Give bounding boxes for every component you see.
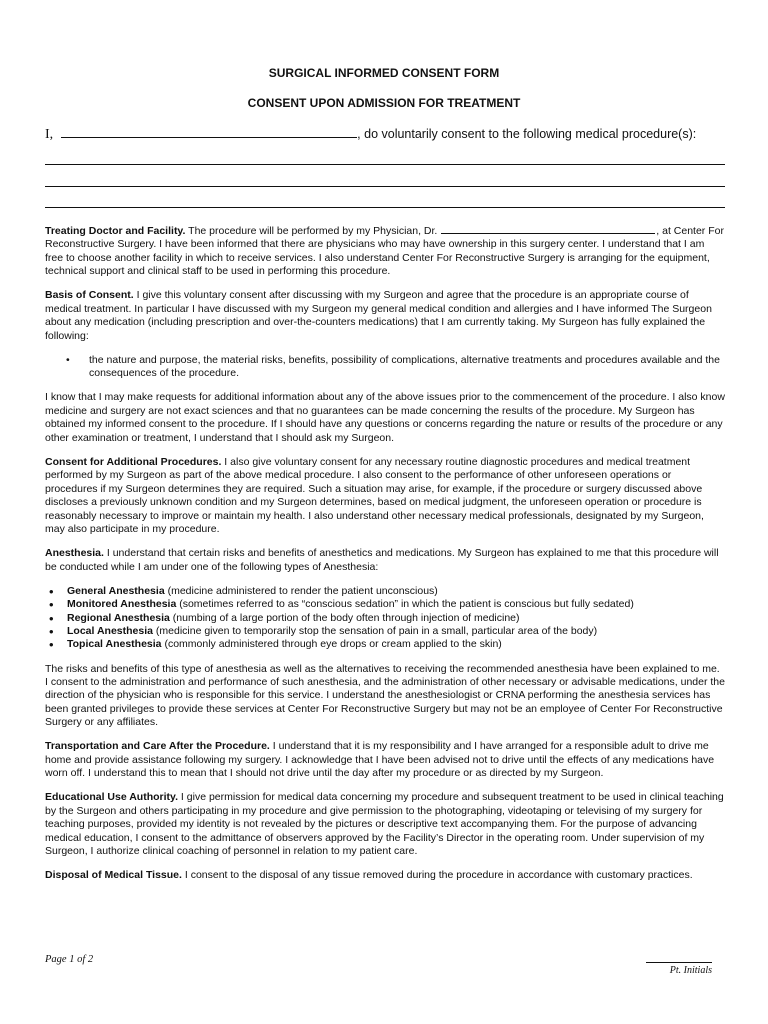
procedure-line-3[interactable] <box>45 207 725 208</box>
treating-text-after: , at Center For Reconstructive Surgery. I have been informed that there are physicians who may have ownership in this surgery center. I understand that I am free to choose another facility in which to receive services. I also understand Center For Reconstructive Surgery is arranging for the equipment, technical support and clinical staff to be used in performing this procedure. <box>45 225 724 278</box>
section-requests: I know that I may make requests for additional information about any of the above issues prior to the commencement of the procedure. I also know medicine and surgery are not exact sciences and that no guarantees can be made concerning the results of the procedure. My Surgeon has obtained my informed consent to the procedure. If I should have any questions or concerns regarding the nature or results of the procedure or any other examination or treatment, I understand that I should ask my Surgeon. <box>45 391 725 444</box>
anesthesia-text: I understand that certain risks and benefits of anesthetics and medications. My Surgeon has explained to me that this procedure will be conducted while I am under one of the following types of Anesthesia: <box>45 547 719 573</box>
anesthesia-type-name: General Anesthesia <box>67 584 165 597</box>
anesthesia-type-desc: (sometimes referred to as “conscious sedation” in which the patient is conscious but fully sedated) <box>176 598 634 611</box>
patient-name-blank[interactable] <box>61 127 357 138</box>
form-subtitle: CONSENT UPON ADMISSION FOR TREATMENT <box>247 96 521 110</box>
additional-heading: Consent for Additional Procedures. <box>45 455 222 468</box>
education-heading: Educational Use Authority. <box>45 791 179 804</box>
treating-text-before: The procedure will be performed by my Physician, Dr. <box>185 225 441 237</box>
anesthesia-type-desc: (numbing of a large portion of the body often through injection of medicine) <box>169 611 520 624</box>
treating-heading: Treating Doctor and Facility. <box>45 225 186 237</box>
section-transport <box>45 740 725 780</box>
basis-bullet: • the nature and purpose, the material risks, benefits, possibility of complications, alternative treatments and procedures available and the consequences of the procedure. <box>45 354 725 381</box>
education-text: I give permission for medical data concerning my procedure and subsequent treatment to be used in clinical teaching by the Surgeon and others participating in my procedure and give permission to the photographing, videotaping or televising of my surgery for teaching purposes, provided my identity is not revealed by the pictures or descriptive text accompanying them. For the purpose of advancing medical education, I consent to the admittance of observers approved by the Facility’s Director in the operating room. Under supervision of my Surgeon, I authorize clinical coaching of personnel in relation to my patient care. <box>45 791 724 858</box>
consent-i: I, <box>45 127 54 142</box>
transport-text: I understand that it is my responsibility and I have arranged for a responsible adult to drive me home and provide assistance following my surgery. I acknowledge that I have been advised not to drive until the effects of any medications have worn off. I understand this to mean that I should not drive until the day after my procedure or as directed by my Surgeon. <box>45 740 715 780</box>
anesthesia-type-name: Regional Anesthesia <box>67 611 170 624</box>
section-risks: The risks and benefits of this type of anesthesia as well as the alternatives to receiving the recommended anesthesia have been explained to me. I consent to the administration and performance of such anesthesia, and the administration of other necessary or advisable medications, under the direction of the physician who is responsible for this service. I understand the anesthesiologist or CRNA performing the anesthesia services has been granted privileges to provide these services at Center For Reconstructive Surgery but may not be an employee of Center For Reconstructive Surgery or any affiliates. <box>45 662 725 729</box>
disposal-heading: Disposal of Medical Tissue. <box>45 869 182 882</box>
anesthesia-type-name: Topical Anesthesia <box>67 638 162 651</box>
anesthesia-type-name: Monitored Anesthesia <box>67 598 177 611</box>
consent-text: , do voluntarily consent to the following medical procedure(s): <box>357 127 697 141</box>
consent-body <box>45 224 725 893</box>
additional-text: I also give voluntary consent for any necessary routine diagnostic procedures and medical treatment performed by my Surgeon as part of the above medical procedure. I also consent to the performance of other unforeseen operations or procedures if my Surgeon determines they are required. Such a situation may arise, for example, if the procedure or surgery discussed above discloses a previously unknown condition and my Surgeon determines, based on medical judgment, the unforeseen operation or procedure is reasonably necessary to improve or maintain my health. I also understand other necessary medical professionals, designated by my Surgeon, may also participate in my procedure. <box>45 455 704 535</box>
physician-name-blank[interactable] <box>441 224 655 234</box>
section-anesthesia <box>45 547 725 574</box>
section-additional <box>45 456 725 536</box>
anesthesia-type-name: Local Anesthesia <box>67 624 153 637</box>
anesthesia-type-desc: (commonly administered through eye drops or cream applied to the skin) <box>161 638 502 651</box>
anesthesia-type-item <box>45 625 725 638</box>
anesthesia-type-item <box>45 598 725 611</box>
section-basis <box>45 289 725 343</box>
basis-heading: Basis of Consent. <box>45 289 134 302</box>
section-disposal <box>45 869 725 882</box>
anesthesia-type-desc: (medicine administered to render the patient unconscious) <box>164 584 438 597</box>
anesthesia-type-item <box>45 638 725 651</box>
anesthesia-heading: Anesthesia. <box>45 547 104 560</box>
initials-blank[interactable] <box>646 962 712 963</box>
procedure-line-2[interactable] <box>45 186 725 187</box>
page-number: Page 1 of 2 <box>45 954 94 965</box>
basis-list <box>45 354 725 381</box>
form-title: SURGICAL INFORMED CONSENT FORM <box>268 66 500 80</box>
transport-heading: Transportation and Care After the Procedure. <box>45 740 270 753</box>
consent-statement <box>45 127 735 143</box>
procedure-line-1[interactable] <box>45 164 725 165</box>
basis-text: I give this voluntary consent after discussing with my Surgeon and agree that the procedure is an appropriate course of medical treatment. In particular I have discussed with my Surgeon my general medical condition and allergies and I have informed The Surgeon about any medication (including prescription and over-the-counters medications) that I am currently taking. My Surgeon has fully explained the following: <box>45 289 712 342</box>
anesthesia-types-list <box>45 585 725 652</box>
disposal-text: I consent to the disposal of any tissue removed during the procedure in accordance with customary practices. <box>181 869 693 882</box>
anesthesia-type-item <box>45 585 725 598</box>
section-treating <box>45 224 725 279</box>
anesthesia-type-item <box>45 612 725 625</box>
section-education <box>45 791 725 858</box>
initials-label: Pt. Initials <box>669 965 712 976</box>
anesthesia-type-desc: (medicine given to temporarily stop the sensation of pain in a small, particular area of the body) <box>152 624 598 637</box>
